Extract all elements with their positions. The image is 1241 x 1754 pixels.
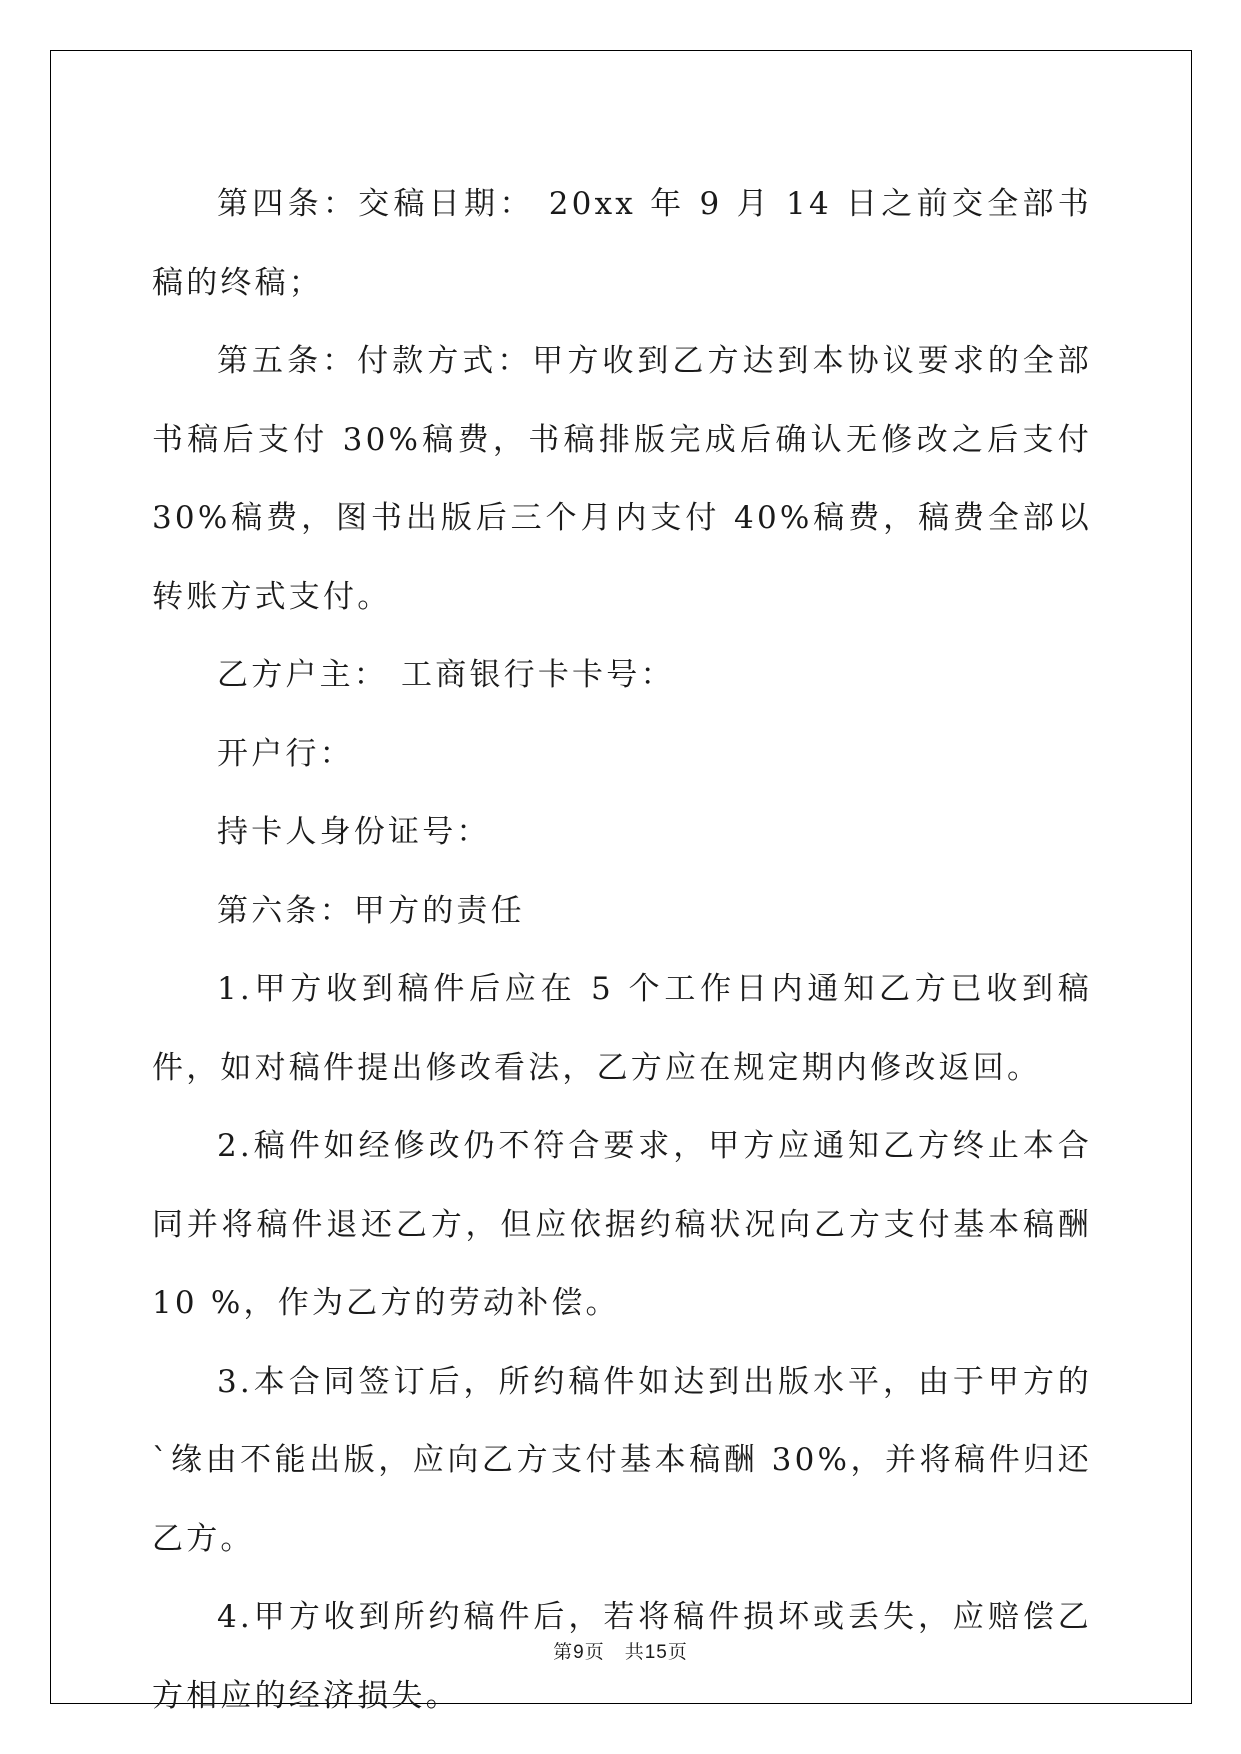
paragraph-clause-2: 2.稿件如经修改仍不符合要求，甲方应通知乙方终止本合同并将稿件退还乙方，但应依据约稿状况向乙方支付基本稿酬 10 %，作为乙方的劳动补偿。	[152, 1128, 1106, 1321]
paragraph-article-6-heading: 第六条：甲方的责任	[217, 892, 525, 929]
paragraph-clause-4: 4.甲方收到所约稿件后，若将稿件损坏或丢失，应赔偿乙方相应的经济损失。	[152, 1599, 1092, 1714]
document-body	[152, 165, 1106, 1735]
page-suffix: 页	[667, 1641, 688, 1663]
page-mid: 页 共	[584, 1641, 645, 1663]
page-number-footer	[0, 1637, 1241, 1664]
paragraph-account-holder: 乙方户主： 工商银行卡卡号：	[217, 657, 675, 693]
paragraph-id-number: 持卡人身份证号：	[217, 814, 491, 850]
paragraph-bank-branch: 开户行：	[217, 735, 354, 772]
paragraph-article-5: 第五条：付款方式：甲方收到乙方达到本协议要求的全部书稿后支付 30%稿费，书稿排版完成后确认无修改之后支付 30%稿费，图书出版后三个月内支付 40%稿费，稿费全部以转账方式支付。	[152, 343, 1106, 615]
page-prefix: 第	[553, 1641, 574, 1663]
paragraph-clause-3: 3.本合同签订后，所约稿件如达到出版水平，由于甲方的`缘由不能出版，应向乙方支付基本稿酬 30%，并将稿件归还乙方。	[152, 1363, 1092, 1557]
paragraph-article-4: 第四条：交稿日期： 20xx 年 9 月 14 日之前交全部书稿的终稿；	[152, 186, 1092, 301]
page-total: 15	[644, 1642, 668, 1663]
paragraph-clause-1: 1.甲方收到稿件后应在 5 个工作日内通知乙方已收到稿件，如对稿件提出修改看法，乙方应在规定期内修改返回。	[152, 971, 1092, 1086]
page-current: 9	[573, 1642, 585, 1663]
